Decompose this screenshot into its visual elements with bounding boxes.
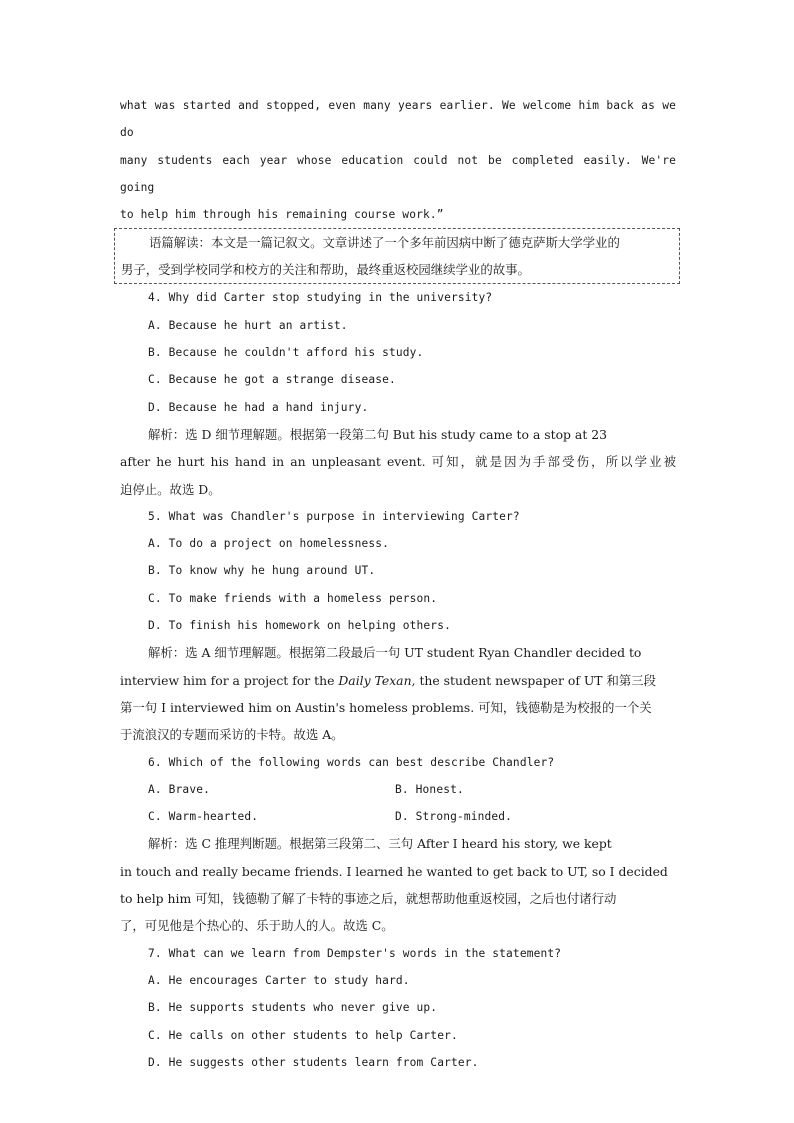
- option-a: A. Because he hurt an artist.: [148, 318, 348, 332]
- passage-line: many students each year whose education could not be completed easily. We're going: [120, 153, 676, 194]
- summary-line: 语篇解读：本文是一篇记叙文。文章讲述了一个多年前因病中断了德克萨斯大学学业的: [149, 235, 620, 251]
- question-7: [120, 940, 676, 1076]
- option-d: D. He suggests other students learn from Carter.: [148, 1055, 479, 1069]
- summary-box: [114, 228, 680, 284]
- analysis-line: after he hurt his hand in an unpleasant event. 可知，就是因为手部受伤，所以学业被: [120, 454, 676, 470]
- passage-line: to help him through his remaining course work.”: [120, 208, 444, 222]
- question-6: [120, 749, 676, 940]
- option-c: C. Warm-hearted.: [148, 810, 259, 824]
- option-row: [120, 776, 676, 803]
- analysis-line: 于流浪汉的专题而采访的卡特。故选 A。: [120, 727, 344, 743]
- option-c: C. He calls on other students to help Carter.: [148, 1028, 458, 1042]
- option-row: [120, 803, 676, 830]
- analysis-line: 解析：选 C 推理判断题。根据第三段第二、三句 After I heard his story, we kept: [148, 836, 612, 852]
- question-text: 4. Why did Carter stop studying in the university?: [148, 291, 493, 305]
- summary-line: 男子，受到学校同学和校方的关注和帮助，最终重返校园继续学业的故事。: [121, 262, 530, 278]
- analysis-line: 解析：选 D 细节理解题。根据第一段第二句 But his study came to a stop at 23: [148, 426, 608, 442]
- question-text: 6. Which of the following words can best describe Chandler?: [148, 755, 555, 769]
- analysis-line: in touch and really became friends. I learned he wanted to get back to UT, so I decided: [120, 863, 668, 879]
- question-text: 7. What can we learn from Dempster's words in the statement?: [148, 946, 562, 960]
- question-5: [120, 503, 676, 749]
- analysis-line: 解析：选 A 细节理解题。根据第二段最后一句 UT student Ryan Chandler decided to: [148, 645, 642, 661]
- analysis-text: the student newspaper of UT 和第三段: [415, 672, 657, 688]
- analysis-line: [120, 667, 676, 694]
- option-a: A. Brave.: [148, 782, 210, 796]
- analysis-text: interview him for a project for the: [120, 672, 339, 688]
- analysis-line: 第一句 I interviewed him on Austin's homeless problems. 可知，钱德勒是为校报的一个关: [120, 699, 652, 715]
- option-d: D. Because he had a hand injury.: [148, 400, 369, 414]
- passage-line: what was started and stopped, even many years earlier. We welcome him back as we do: [120, 99, 676, 140]
- option-b: B. To know why he hung around UT.: [148, 564, 376, 578]
- analysis-line: to help him 可知，钱德勒了解了卡特的事迹之后，就想帮助他重返校园，之后也付诸行动: [120, 891, 617, 907]
- option-d: D. Strong-minded.: [395, 810, 513, 824]
- question-4: [120, 284, 676, 502]
- option-b: B. Honest.: [395, 782, 464, 796]
- option-d: D. To finish his homework on helping others.: [148, 619, 451, 633]
- passage-end: [120, 92, 676, 228]
- analysis-line: 了，可见他是个热心的、乐于助人的人。故选 C。: [120, 918, 394, 934]
- option-b: B. He supports students who never give up.: [148, 1001, 438, 1015]
- document-page: [120, 92, 676, 1076]
- option-c: C. To make friends with a homeless person.: [148, 591, 438, 605]
- analysis-line: 迫停止。故选 D。: [120, 481, 221, 497]
- question-text: 5. What was Chandler's purpose in interviewing Carter?: [148, 509, 520, 523]
- option-a: A. He encourages Carter to study hard.: [148, 973, 410, 987]
- option-b: B. Because he couldn't afford his study.: [148, 346, 424, 360]
- option-c: C. Because he got a strange disease.: [148, 373, 396, 387]
- option-a: A. To do a project on homelessness.: [148, 537, 389, 551]
- newspaper-title: Daily Texan,: [338, 672, 416, 688]
